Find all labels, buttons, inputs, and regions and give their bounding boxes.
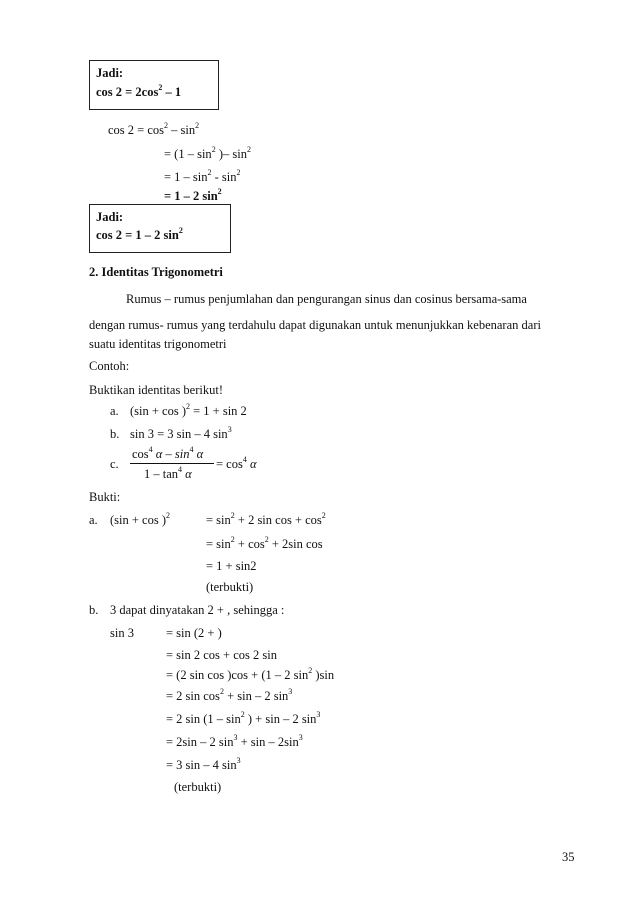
bukti-b-step7: = 3 sin – 4 $\sin^3$: [166, 756, 241, 772]
bukti-b-lhs: sin 3: [110, 626, 134, 640]
bukti-b-step3: = (2 sin cos )cos + (1 – 2 $\sin^2 )\sin$: [166, 666, 335, 682]
box2-heading: Jadi:: [96, 210, 124, 224]
bukti-b-label: b.: [89, 603, 99, 617]
bukti-b-step6: = 2sin – 2 $\sin^3 + \sin - 2\sin^3$: [166, 733, 303, 749]
instruction-text: Buktikan identitas berikut!: [89, 383, 224, 397]
bukti-title: Bukti:: [89, 490, 121, 504]
item-a-expression: $(\sin + \cos )^2 = 1 + \sin 2$: [130, 402, 247, 418]
bukti-b-step4: = 2 $\sin \cos^2 + \sin - 2$ $\sin^3$: [166, 687, 293, 703]
bukti-a-label: a.: [89, 513, 98, 527]
bukti-a-lhs: $(\sin + \cos )^2$: [110, 511, 170, 527]
item-c-label: c.: [110, 457, 119, 471]
bukti-a-step1: = $\sin^2 + 2$ $\sin \cos + \cos^2$: [206, 511, 326, 527]
bukti-a-conclusion: (terbukti): [206, 580, 254, 594]
bukti-a-step2: = $\sin^2 + \cos^2 + 2\sin$ cos: [206, 535, 323, 551]
paragraph-line1: Rumus – rumus penjumlahan dan pengurangan sinus dan cosinus bersama-sama: [126, 292, 527, 306]
item-b-expression: sin 3 = 3 sin – 4 $\sin^3$: [130, 425, 232, 441]
contoh-label: Contoh:: [89, 359, 130, 373]
item-b-label: b.: [110, 427, 120, 441]
paragraph-line2: dengan rumus- rumus yang terdahulu dapat digunakan untuk menunjukkan kebenaran dari: [89, 318, 541, 332]
box1-formula: $\cos 2 = 2\cos^2 - 1$: [96, 83, 182, 99]
item-c-fraction-bar: [130, 463, 214, 464]
paragraph-line3: suatu identitas trigonometri: [89, 337, 227, 351]
bukti-a-step3: = 1 + sin2: [206, 559, 257, 573]
box2-formula: cos 2 = 1 – 2 $\sin^2$: [96, 226, 183, 242]
bukti-b-step5: = 2 $\sin (1 - \sin^2$ ) + sin – 2 $\sin^3$: [166, 710, 321, 726]
item-c-denominator: $1 - \tan^4 \alpha$: [144, 465, 192, 481]
deriv1-line1: $\cos 2 = \cos^2 - \sin^2$: [108, 121, 200, 137]
deriv1-line2: = ($1 - \sin^2$ )– $\sin^2$: [164, 145, 251, 161]
bukti-b-step1: = sin (2 + ): [166, 626, 222, 640]
item-c-numerator: $\cos^4 \alpha - \sin^4 \alpha$: [132, 445, 204, 461]
bukti-b-step2: = sin 2 cos + cos 2 sin: [166, 648, 277, 662]
box1-heading: Jadi:: [96, 66, 124, 80]
section-heading: 2. Identitas Trigonometri: [89, 265, 223, 279]
deriv1-line4: = 1 – 2 $\sin^2$: [164, 187, 222, 203]
deriv1-line3: = $1 - \sin^2 - \sin^2$: [164, 168, 241, 184]
item-c-fraction: [130, 447, 214, 481]
bukti-b-intro: 3 dapat dinyatakan 2 + , sehingga :: [110, 603, 285, 617]
bukti-b-conclusion: (terbukti): [174, 780, 222, 794]
item-c-rhs: = $\cos^4 \alpha$: [216, 455, 257, 471]
item-a-label: a.: [110, 404, 119, 418]
page-number: 35: [562, 850, 575, 864]
